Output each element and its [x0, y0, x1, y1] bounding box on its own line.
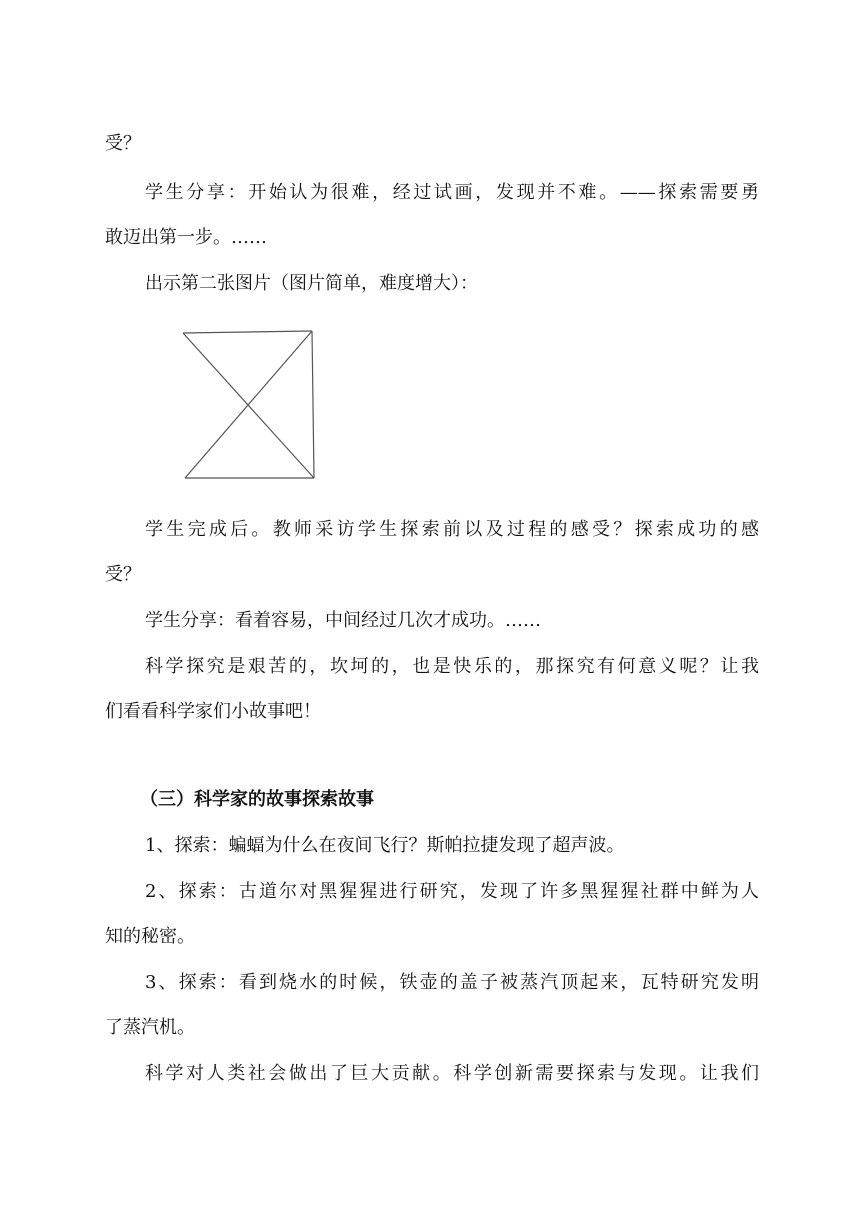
- list-item: 1、探索：蝙蝠为什么在夜间飞行？斯帕拉捷发现了超声波。: [145, 835, 625, 856]
- text-line: 学生分享：看着容易，中间经过几次才成功。……: [145, 610, 541, 631]
- text-line: 受？: [105, 564, 141, 585]
- list-item: 3、探索：看到烧水的时候，铁壶的盖子被蒸汽顶起来，瓦特研究发明: [145, 972, 759, 993]
- section-heading: （三）科学家的故事探索故事: [140, 789, 374, 810]
- text-line: 学生完成后。教师采访学生探索前以及过程的感受？探索成功的感: [145, 519, 759, 540]
- text-line: 科学对人类社会做出了巨大贡献。科学创新需要探索与发现。让我们: [145, 1063, 759, 1084]
- text-line: 了蒸汽机。: [105, 1017, 195, 1038]
- text-line: 们看看科学家们小故事吧！: [105, 701, 321, 722]
- text-line: 科学探究是艰苦的，坎坷的，也是快乐的，那探究有何意义呢？让我: [145, 656, 759, 677]
- text-line: 敢迈出第一步。……: [105, 227, 267, 248]
- list-item: 2、探索：古道尔对黑猩猩进行研究，发现了许多黑猩猩社群中鲜为人: [145, 881, 759, 902]
- text-line: 学生分享：开始认为很难，经过试画，发现并不难。——探索需要勇: [145, 182, 759, 203]
- text-line: 知的秘密。: [105, 926, 195, 947]
- crossed-box-figure: [175, 323, 325, 488]
- figure-diagonal-down: [183, 333, 314, 478]
- figure-diagonal-up: [185, 331, 312, 478]
- figure-right-edge: [312, 331, 314, 478]
- figure-top-edge: [183, 331, 312, 333]
- text-line: 受？: [105, 133, 141, 154]
- text-line: 出示第二张图片（图片简单，难度增大）：: [145, 273, 478, 294]
